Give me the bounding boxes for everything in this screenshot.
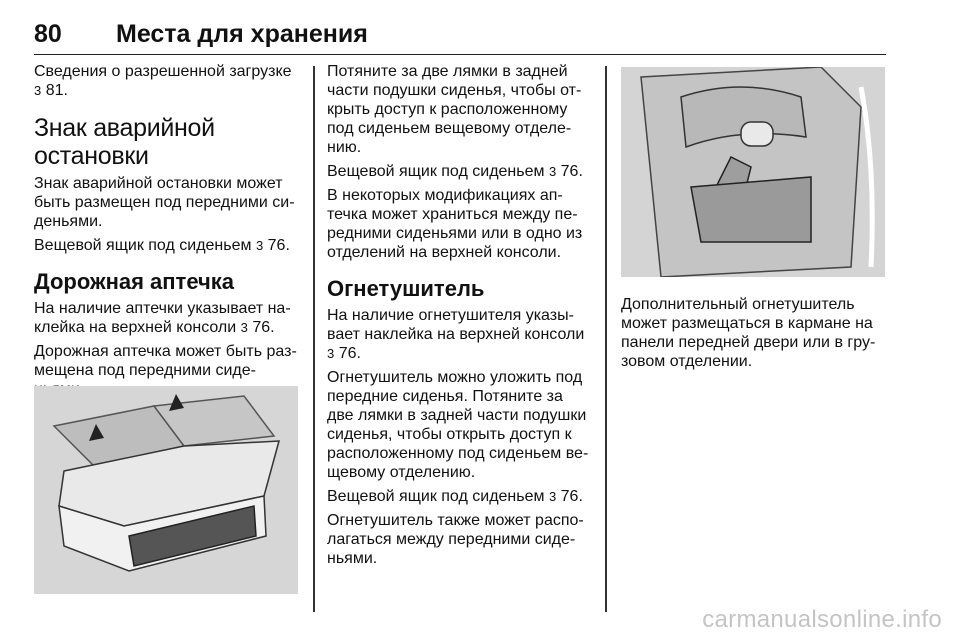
watermark: carmanualsonline.info: [702, 606, 942, 633]
page-ref-icon: 3: [34, 83, 42, 98]
paragraph-first-aid-alt: В некоторых модификациях ап-течка может храниться между пе-редними сиденьями или в одно из отделений на верхней консоли.: [327, 187, 583, 261]
paragraph-pull-straps: Потяните за две лямки в задней части подушки сиденья, чтобы от-крыть доступ к расположенному под сиденьем вещевому отделе-нию.: [327, 63, 582, 156]
page-header: [34, 14, 886, 55]
paragraph-first-aid-sticker: На наличие аптечки указывает на-клейка на верхней консоли 3 76.: [34, 300, 291, 336]
seat-storage-drawing: [34, 386, 298, 594]
column-right: [621, 295, 885, 376]
column-divider: [313, 66, 315, 612]
paragraph-extinguisher-sticker: На наличие огнетушителя указы-вает наклейка на верхней консоли 3 76.: [327, 307, 585, 362]
column-left: [34, 62, 302, 404]
page-ref-link[interactable]: 76.: [252, 319, 275, 336]
paragraph-extinguisher-between-seats: Огнетушитель также может распо-лагаться между передними сиде-ньями.: [327, 512, 584, 567]
paragraph-warning-triangle: Знак аварийной остановки может быть размещен под передними си-деньями.: [34, 175, 295, 230]
paragraph-storage-ref: Вещевой ящик под сиденьем 3 76.: [327, 163, 583, 180]
heading-fire-extinguisher: Огнетушитель: [327, 276, 485, 301]
paragraph-first-aid-location: Дорожная аптечка может быть раз-мещена под передними сиде-: [34, 343, 297, 379]
page-number: 80: [34, 20, 62, 48]
door-pocket-drawing: [621, 67, 885, 277]
heading-first-aid: Дорожная аптечка: [34, 269, 235, 294]
paragraph-storage-ref: Вещевой ящик под сиденьем 3 76.: [34, 237, 290, 254]
seat-storage-illustration: [34, 386, 298, 594]
page-ref-link[interactable]: 76.: [560, 163, 583, 180]
page-ref-icon: 3: [255, 238, 264, 253]
heading-warning-triangle: Знак аварийной остановки: [34, 114, 215, 170]
page-ref-icon: 3: [548, 489, 557, 504]
page-ref-icon: 3: [327, 346, 335, 361]
page-title: Места для хранения: [116, 20, 368, 48]
paragraph-storage-ref: Вещевой ящик под сиденьем 3 76.: [327, 488, 583, 505]
page-ref-link[interactable]: 76.: [560, 488, 583, 505]
page-ref-link[interactable]: 81.: [45, 82, 68, 99]
page-ref-icon: 3: [240, 320, 248, 335]
door-pocket-illustration: [621, 67, 885, 277]
column-middle: [327, 62, 593, 573]
column-divider: [605, 66, 607, 612]
paragraph-extinguisher-under-seat: Огнетушитель можно уложить под передние сиденья. Потяните за две лямки в задней части подушки сиденья, чтобы открыть доступ к расположенному под сиденьем ве-щевому отделению.: [327, 369, 589, 481]
page-ref-link[interactable]: 76.: [267, 237, 290, 254]
paragraph-load-info: Сведения о разрешенной загрузке 3 81.: [34, 63, 292, 99]
paragraph-extinguisher-door-pocket: Дополнительный огнетушитель может размещаться в кармане на панели передней двери или в гру-зовом отделении.: [621, 296, 876, 370]
page-ref-icon: 3: [548, 164, 557, 179]
page-ref-link[interactable]: 76.: [338, 345, 361, 362]
